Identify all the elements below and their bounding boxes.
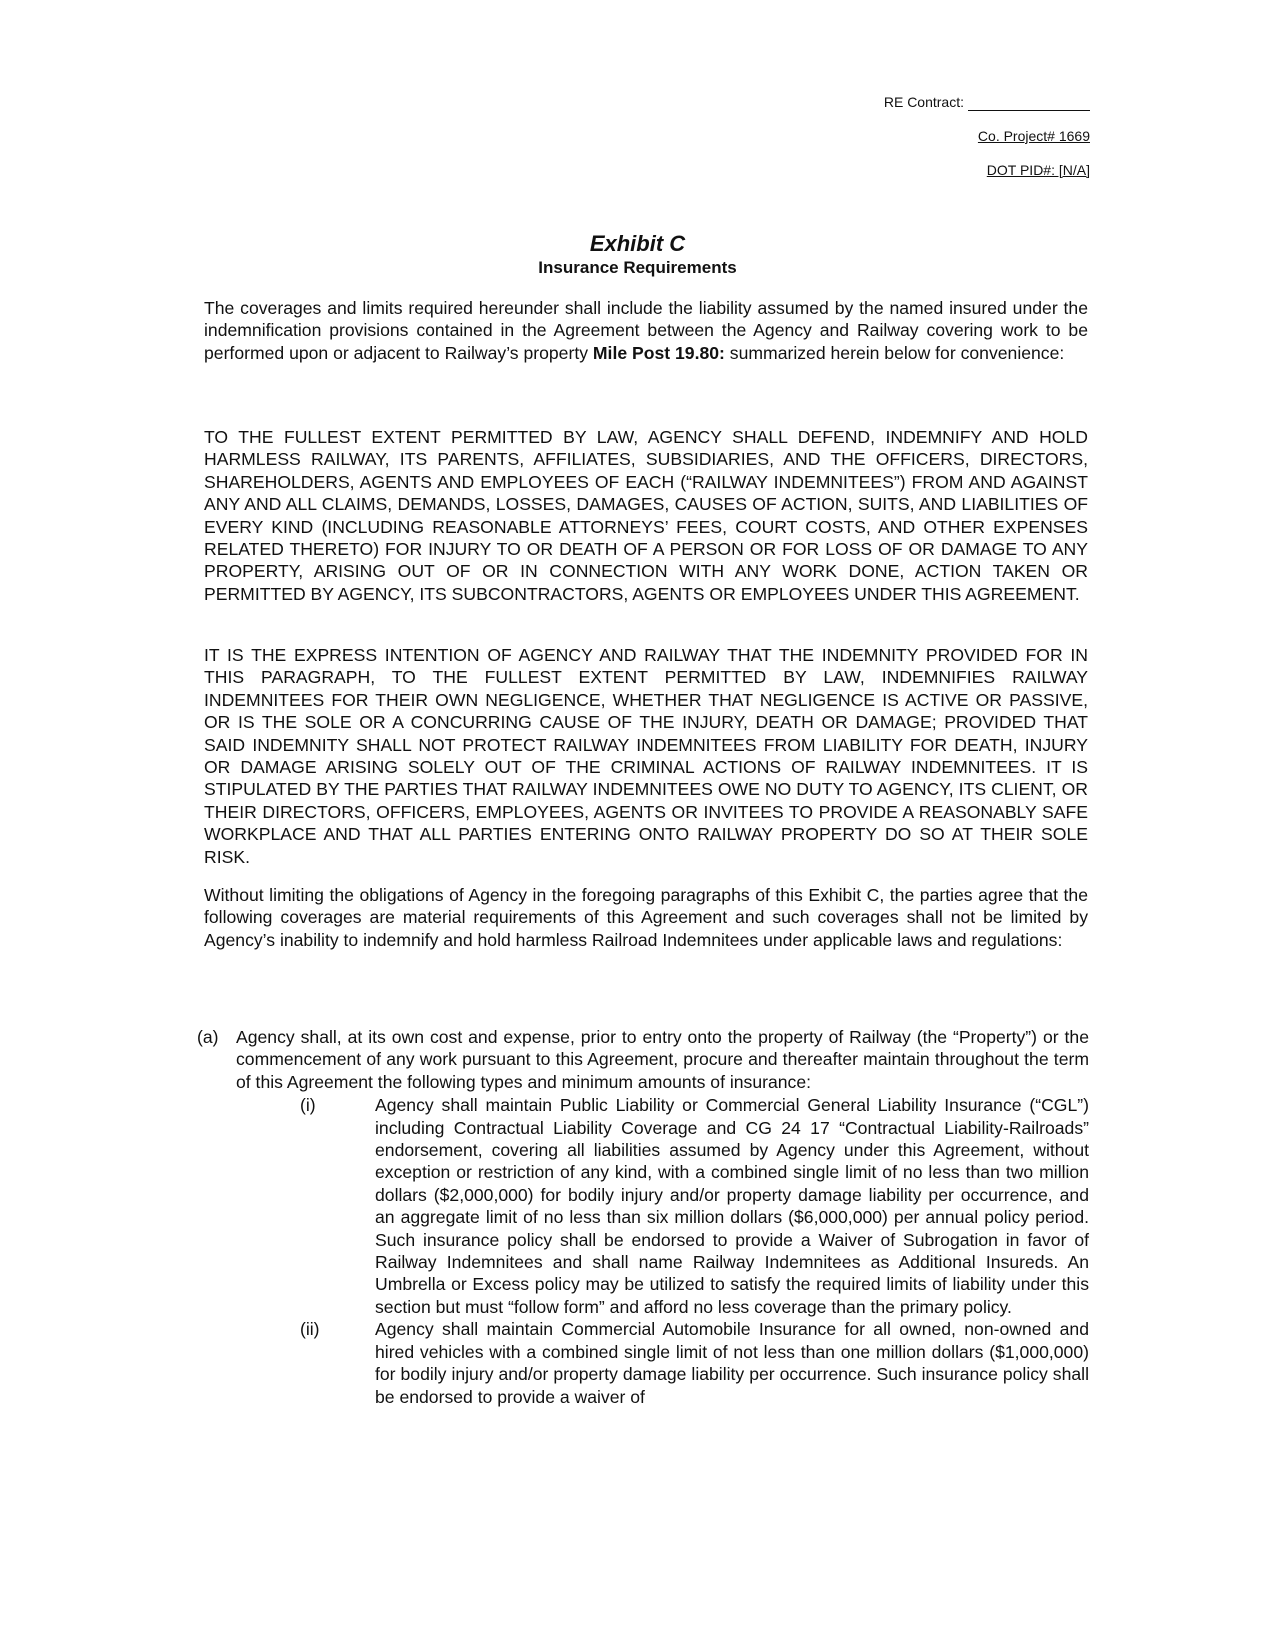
re-contract-line — [770, 94, 1090, 111]
contract-reference-block — [770, 94, 1090, 195]
list-subitem-ii — [300, 1318, 1089, 1408]
page-title: Exhibit C — [589, 231, 686, 256]
intro-paragraph — [204, 297, 1088, 364]
co-project-number: Co. Project# 1669 — [977, 127, 1090, 144]
title-block — [0, 231, 1275, 279]
dot-pid: DOT PID#: [N/A] — [986, 161, 1090, 178]
without-limiting-paragraph: Without limiting the obligations of Agency in the foregoing paragraphs of this Exhibit C, the parties agree that the following coverages are material requirements of this Agreement and such coverages shall not be limited by Agency’s inability to indemnify and hold harmless Railroad Indemnitees under applicable laws and regulations: — [204, 885, 1088, 950]
mile-post-bold: Mile Post 19.80: — [592, 342, 725, 363]
list-subitem-i — [300, 1094, 1089, 1318]
list-item-a-text: Agency shall, at its own cost and expense, prior to entry onto the property of Railway (the “Property”) or the commencement of any work pursuant to this Agreement, procure and thereafter maintain throughout the term of this Agreement the following types and minimum amounts of insurance: — [236, 1027, 1089, 1092]
intro-text-start: The coverages and limits required hereunder shall include the liability assumed by the named insured under the indemnification provisions contained in the Agreement between the Agency and Railway covering work to be performed upon or adjacent to Railway’s property — [204, 298, 1088, 363]
re-contract-blank — [968, 96, 1090, 111]
page-subtitle: Insurance Requirements — [538, 258, 737, 277]
re-contract-label: RE Contract: — [883, 94, 964, 110]
insurance-list — [197, 1026, 1089, 1408]
intro-text-end: summarized herein below for convenience: — [724, 342, 1065, 363]
indemnity-paragraph-2: IT IS THE EXPRESS INTENTION OF AGENCY AND RAILWAY THAT THE INDEMNITY PROVIDED FOR IN THIS PARAGRAPH, TO THE FULLEST EXTENT PERMITTED BY LAW, INDEMNIFIES RAILWAY INDEMNITEES FOR THEIR OWN NEGLIGENCE, WHETHER THAT NEGLIGENCE IS ACTIVE OR PASSIVE, OR IS THE SOLE OR A CONCURRING CAUSE OF THE INJURY, DEATH OR DAMAGE; PROVIDED THAT SAID INDEMNITY SHALL NOT PROTECT RAILWAY INDEMNITEES FROM LIABILITY FOR DEATH, INJURY OR DAMAGE ARISING SOLELY OUT OF THE CRIMINAL ACTIONS OF RAILWAY INDEMNITEES. IT IS STIPULATED BY THE PARTIES THAT RAILWAY INDEMNITEES OWE NO DUTY TO AGENCY, ITS CLIENT, OR THEIR DIRECTORS, OFFICERS, EMPLOYEES, AGENTS OR INVITEES TO PROVIDE A REASONABLY SAFE WORKPLACE AND THAT ALL PARTIES ENTERING ONTO RAILWAY PROPERTY DO SO AT THEIR SOLE RISK. — [204, 645, 1088, 867]
indemnity-paragraph-1: TO THE FULLEST EXTENT PERMITTED BY LAW, AGENCY SHALL DEFEND, INDEMNIFY AND HOLD HARMLESS RAILWAY, ITS PARENTS, AFFILIATES, SUBSIDIARIES, AND THE OFFICERS, DIRECTORS, SHAREHOLDERS, AGENTS AND EMPLOYEES OF EACH (“RAILWAY INDEMNITEES”) FROM AND AGAINST ANY AND ALL CLAIMS, DEMANDS, LOSSES, DAMAGES, CAUSES OF ACTION, SUITS, AND LIABILITIES OF EVERY KIND (INCLUDING REASONABLE ATTORNEYS’ FEES, COURT COSTS, AND OTHER EXPENSES RELATED THERETO) FOR INJURY TO OR DEATH OF A PERSON OR FOR LOSS OF OR DAMAGE TO ANY PROPERTY, ARISING OUT OF OR IN CONNECTION WITH ANY WORK DONE, ACTION TAKEN OR PERMITTED BY AGENCY, ITS SUBCONTRACTORS, AGENTS OR EMPLOYEES UNDER THIS AGREEMENT. — [204, 427, 1088, 604]
subitem-i-text: Agency shall maintain Public Liability or Commercial General Liability Insurance (“CGL”) including Contractual Liability Coverage and CG 24 17 “Contractual Liability-Railroads” endorsement, covering all liabilities assumed by Agency under this Agreement, without exception or restriction of any kind, with a combined single limit of no less than two million dollars ($2,000,000) for bodily injury and/or property damage liability per occurrence, and an aggregate limit of no less than six million dollars ($6,000,000) per annual policy period. Such insurance policy shall be endorsed to provide a Waiver of Subrogation in favor of Railway Indemnitees and shall name Railway Indemnitees as Additional Insureds. An Umbrella or Excess policy may be utilized to satisfy the required limits of liability under this section but must “follow form” and afford no less coverage than the primary policy. — [375, 1095, 1089, 1317]
subitem-marker-ii: (ii) — [300, 1319, 320, 1340]
list-marker-a: (a) — [197, 1027, 219, 1047]
subitem-marker-i: (i) — [300, 1095, 316, 1116]
subitem-ii-text: Agency shall maintain Commercial Automobile Insurance for all owned, non-owned and hired vehicles with a combined single limit of not less than one million dollars ($1,000,000) for bodily injury and/or property damage liability per occurrence. Such insurance policy shall be endorsed to provide a waiver of — [375, 1319, 1089, 1407]
